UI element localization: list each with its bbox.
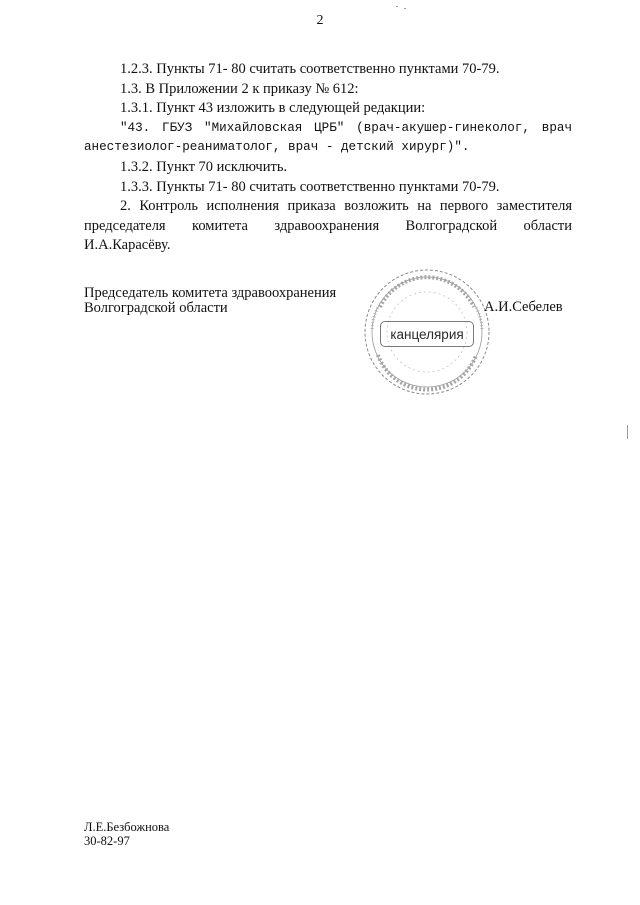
signatory-position-line-2: Волгоградской области [84,300,228,316]
paragraph-1-3-2: 1.3.2. Пункт 70 исключить. [120,158,288,175]
paragraph-2-line-2: председателя комитета здравоохранения Волгоградской области [84,217,572,234]
scan-mark [404,8,406,9]
office-stamp [362,267,492,397]
executor-info [84,820,169,848]
executor-name: Л.Е.Безбожнова [84,820,170,834]
paragraph-1-3-1: 1.3.1. Пункт 43 изложить в следующей редакции: [120,100,426,117]
stamp-label: канцелярия [380,321,474,347]
page-number: 2 [316,13,324,28]
paragraph-1-3-3: 1.3.3. Пункты 71- 80 считать соответственно пунктами 70-79. [120,178,500,195]
paragraph-1-2-3: 1.2.3. Пункты 71- 80 считать соответственно пунктами 70-79. [120,61,500,77]
quote-line-1: "43. ГБУЗ "Михайловская ЦРБ" (врач-акушер-гинеколог, врач [120,120,572,135]
signatory-position-line-1: Председатель комитета здравоохранения [84,285,337,301]
quote-line-2: анестезиолог-реаниматолог, врач - детский хирург)". [84,140,470,155]
signatory-position [84,286,336,316]
scan-mark [396,6,398,7]
signatory-name: А.И.Себелев [484,299,563,315]
executor-phone: 30-82-97 [84,834,130,848]
paragraph-2-line-3: И.А.Карасёву. [84,237,171,254]
document-body [84,60,572,256]
paragraph-2-line-1: 2. Контроль исполнения приказа возложить на первого заместителя [120,198,572,215]
paragraph-1-3: 1.3. В Приложении 2 к приказу № 612: [120,80,359,97]
scan-mark [627,425,628,439]
